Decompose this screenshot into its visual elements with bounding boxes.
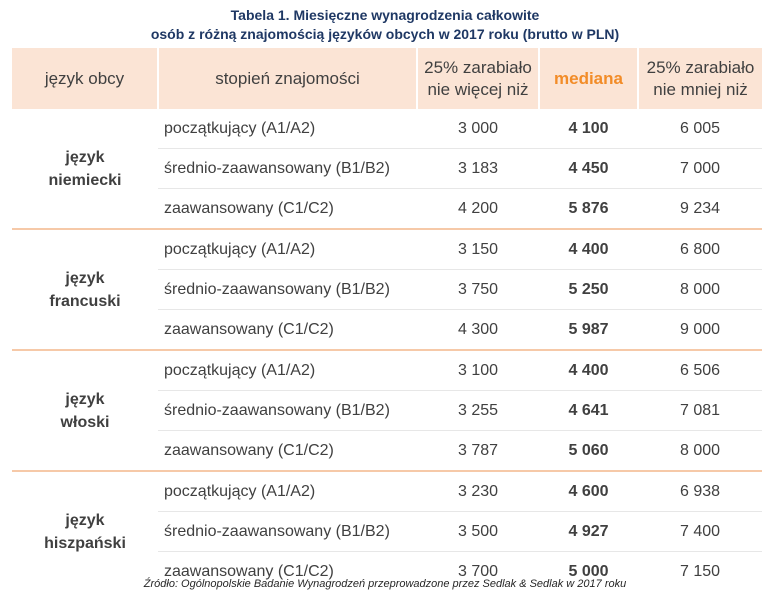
p25-cell: 3 100 — [417, 350, 539, 391]
table-row — [12, 109, 762, 149]
header-p25-line-2: nie więcej niż — [427, 79, 529, 99]
header-p75-line-1: 25% zarabiało — [646, 57, 755, 77]
median-cell: 5 876 — [539, 189, 638, 230]
p25-cell: 3 150 — [417, 229, 539, 270]
header-p25 — [417, 48, 539, 109]
language-cell — [12, 350, 158, 471]
median-cell: 4 400 — [539, 350, 638, 391]
p75-cell: 7 400 — [638, 512, 762, 552]
table-row — [12, 229, 762, 270]
p75-cell: 7 000 — [638, 149, 762, 189]
header-language: język obcy — [12, 48, 158, 109]
median-cell: 4 600 — [539, 471, 638, 512]
p75-cell: 8 000 — [638, 270, 762, 310]
header-p25-line-1: 25% zarabiało — [424, 57, 532, 77]
p25-cell: 3 183 — [417, 149, 539, 189]
language-label-line-2: niemiecki — [48, 171, 122, 189]
p75-cell: 7 081 — [638, 391, 762, 431]
table-row — [12, 350, 762, 391]
header-p75-line-2: nie mniej niż — [653, 79, 748, 99]
p25-cell: 3 000 — [457, 119, 499, 137]
p25-cell: 3 787 — [417, 431, 539, 472]
p75-cell: 8 000 — [638, 431, 762, 472]
level-cell: początkujący (A1/A2) — [164, 119, 316, 137]
language-label-line-2: hiszpański — [44, 534, 126, 552]
median-cell: 5 000 — [539, 552, 638, 592]
level-cell: średnio-zaawansowany (B1/B2) — [158, 512, 417, 552]
median-cell: 4 400 — [539, 229, 638, 270]
p25-cell: 4 200 — [417, 189, 539, 230]
language-cell — [12, 109, 158, 229]
median-cell: 4 450 — [539, 149, 638, 189]
language-label-line-1: język — [65, 148, 105, 166]
p25-cell: 3 750 — [417, 270, 539, 310]
p25-cell: 3 700 — [417, 552, 539, 592]
level-cell: średnio-zaawansowany (B1/B2) — [158, 149, 417, 189]
language-label-line-1: język — [65, 269, 105, 287]
p25-cell: 3 500 — [417, 512, 539, 552]
salary-table — [12, 48, 762, 591]
header-p75 — [638, 48, 762, 109]
language-label-line-2: włoski — [60, 413, 110, 431]
p75-cell: 9 234 — [638, 189, 762, 230]
level-cell: zaawansowany (C1/C2) — [158, 552, 417, 592]
level-cell: średnio-zaawansowany (B1/B2) — [158, 391, 417, 431]
level-cell: zaawansowany (C1/C2) — [158, 189, 417, 230]
table-title-line-2: osób z różną znajomością języków obcych w 2017 roku (brutto w PLN) — [150, 26, 620, 42]
p75-cell: 6 506 — [638, 350, 762, 391]
level-cell: początkujący (A1/A2) — [158, 229, 417, 270]
level-cell: zaawansowany (C1/C2) — [158, 310, 417, 351]
header-row — [12, 48, 762, 109]
median-cell: 5 250 — [539, 270, 638, 310]
median-cell: 5 987 — [539, 310, 638, 351]
p75-cell: 6 800 — [638, 229, 762, 270]
p75-cell: 9 000 — [638, 310, 762, 351]
level-cell: początkujący (A1/A2) — [158, 471, 417, 512]
p25-cell: 3 255 — [417, 391, 539, 431]
language-cell — [12, 471, 158, 591]
p75-cell: 6 938 — [638, 471, 762, 512]
header-level: stopień znajomości — [158, 48, 417, 109]
p75-cell: 7 150 — [638, 552, 762, 592]
level-cell: początkujący (A1/A2) — [158, 350, 417, 391]
language-label-line-1: język — [65, 390, 105, 408]
language-cell — [12, 229, 158, 350]
median-cell: 4 641 — [539, 391, 638, 431]
header-median: mediana — [539, 48, 638, 109]
median-cell: 4 100 — [568, 119, 609, 137]
table-title-line-1: Tabela 1. Miesięczne wynagrodzenia całkowite — [230, 7, 540, 23]
median-cell: 4 927 — [539, 512, 638, 552]
p25-cell: 4 300 — [417, 310, 539, 351]
language-label-line-2: francuski — [49, 292, 121, 310]
p25-cell: 3 230 — [417, 471, 539, 512]
source-note: Źródło: Ogólnopolskie Badanie Wynagrodzeń przeprowadzone przez Sedlak & Sedlak w 2017 roku — [143, 578, 627, 590]
table-row — [12, 471, 762, 512]
table-title — [0, 0, 770, 44]
level-cell: średnio-zaawansowany (B1/B2) — [158, 270, 417, 310]
language-label-line-1: język — [65, 511, 105, 529]
median-cell: 5 060 — [539, 431, 638, 472]
level-cell: zaawansowany (C1/C2) — [158, 431, 417, 472]
p75-cell: 6 005 — [679, 119, 721, 137]
